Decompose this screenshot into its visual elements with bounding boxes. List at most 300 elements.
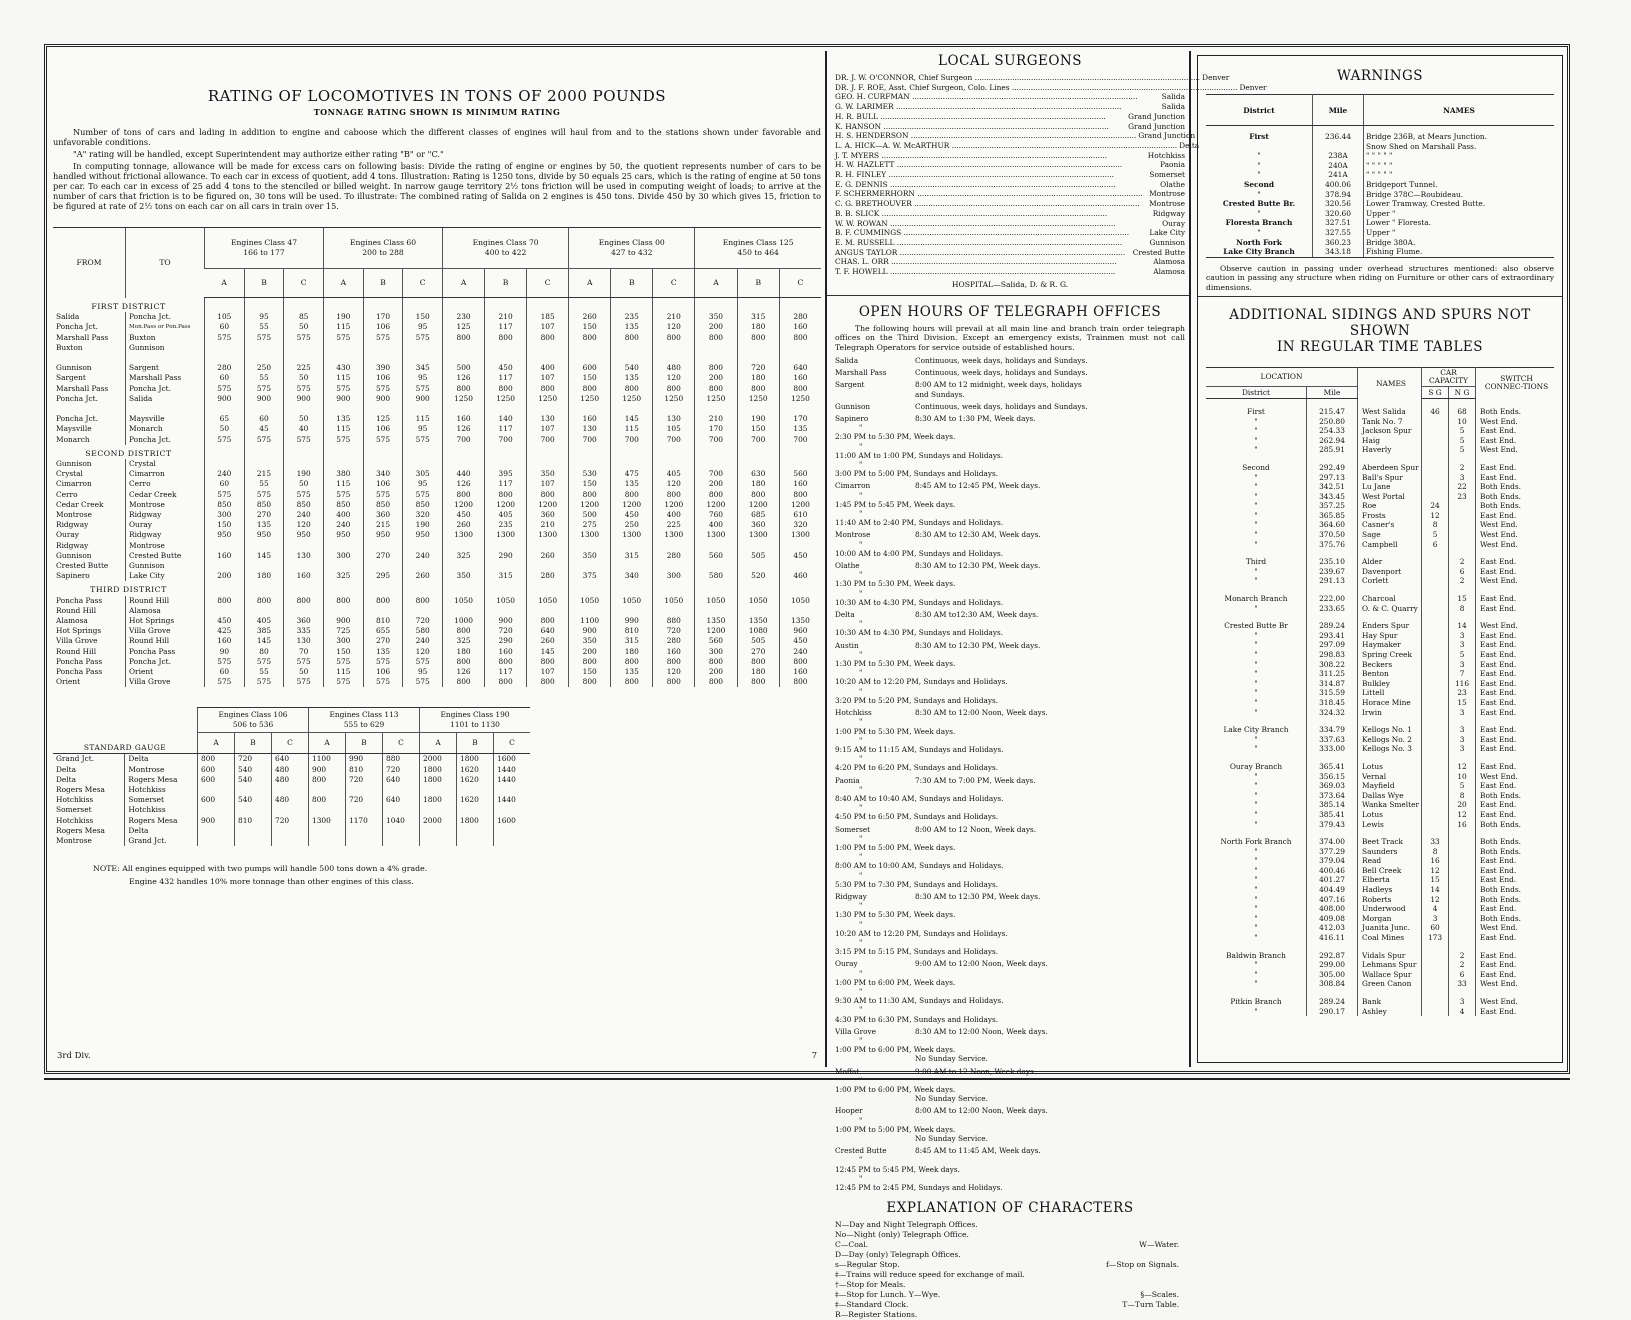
rating-cell: 180 xyxy=(443,647,485,657)
sidings-gap-cell xyxy=(1422,613,1449,621)
siding-sg: 3 xyxy=(1422,914,1449,924)
rating-cell xyxy=(363,581,403,595)
rating-cell: 60 xyxy=(244,414,284,424)
sidings-gap-cell xyxy=(1476,398,1554,407)
surgeon-name: DR. J. W. O'CONNOR, Chief Surgeon ..... xyxy=(835,73,1200,83)
rating-cell xyxy=(653,298,695,313)
engine-class-header xyxy=(420,708,531,733)
explanation-line xyxy=(835,1290,1185,1300)
rating-cell: 800 xyxy=(527,333,569,343)
telegraph-station: " xyxy=(859,833,863,843)
siding-row xyxy=(1206,933,1554,943)
rating-row xyxy=(53,541,821,551)
rating-cell: 575 xyxy=(324,677,364,687)
engine-class-header xyxy=(205,228,324,269)
rating-cell: 215 xyxy=(244,469,284,479)
telegraph-hours: 2:30 PM to 5:30 PM, Week days. xyxy=(835,432,956,442)
telegraph-row xyxy=(835,1174,1185,1192)
rating-cell: 60 xyxy=(205,667,245,677)
siding-row xyxy=(1206,914,1554,924)
rating-cell xyxy=(611,353,653,363)
siding-name: Alder xyxy=(1358,557,1422,567)
col-to: TO xyxy=(126,228,205,298)
rating-cell xyxy=(695,541,737,551)
telegraph-station: Salida xyxy=(835,355,859,365)
siding-ng: 3 xyxy=(1449,708,1476,718)
rating-cell xyxy=(485,459,527,469)
sidings-col-sg: S G xyxy=(1422,386,1449,398)
rating-row xyxy=(53,479,821,489)
siding-ng: 3 xyxy=(1449,640,1476,650)
sidings-gap-cell xyxy=(1307,549,1358,557)
siding-name: Bell Creek xyxy=(1358,866,1422,876)
rating-cell: 880 xyxy=(383,754,420,765)
rating-cell xyxy=(443,353,485,363)
sidings-gap-cell xyxy=(1476,989,1554,997)
rating-cell: 575 xyxy=(205,333,245,343)
telegraph-row xyxy=(835,402,1185,411)
siding-row xyxy=(1206,970,1554,980)
telegraph-row xyxy=(835,423,1185,441)
rating-cell xyxy=(569,343,611,353)
telegraph-row xyxy=(835,1106,1185,1115)
surgeon-name: H. S. HENDERSON ..... xyxy=(835,131,1136,141)
sidings-gap-cell xyxy=(1307,943,1358,951)
telegraph-station: " xyxy=(859,686,863,696)
siding-ng: 15 xyxy=(1449,594,1476,604)
rating-row xyxy=(53,322,821,332)
telegraph-hours: 8:45 AM to 11:45 AM, Week days. xyxy=(915,1146,1041,1156)
telegraph-row xyxy=(835,481,1185,490)
rating-cell: 125 xyxy=(443,322,485,332)
rating-cell xyxy=(695,445,737,459)
rating-cell xyxy=(737,459,779,469)
rating-cell xyxy=(443,343,485,353)
rating-cell: 800 xyxy=(527,490,569,500)
rating-cell: 400 xyxy=(324,510,364,520)
rating-cell: 800 xyxy=(443,657,485,667)
warning-row xyxy=(1206,126,1554,142)
rating-letter: C xyxy=(272,733,309,754)
siding-sg: 14 xyxy=(1422,885,1449,895)
from-station: Hotchkiss xyxy=(56,795,94,805)
engine-class-header xyxy=(198,708,309,733)
rating-cell: 800 xyxy=(527,677,569,687)
rating-cell xyxy=(611,445,653,459)
siding-sg xyxy=(1422,436,1449,446)
rating-cell xyxy=(272,826,309,836)
telegraph-hours: Continuous, week days, holidays and Sundays. xyxy=(915,368,1088,378)
rating-cell: 500 xyxy=(569,510,611,520)
sidings-gap-cell xyxy=(1449,989,1476,997)
rating-cell: 800 xyxy=(737,333,779,343)
siding-row xyxy=(1206,679,1554,689)
engine-class-label: Engines Class 190 xyxy=(440,710,510,720)
siding-district: " xyxy=(1206,473,1307,483)
rating-cell xyxy=(346,805,383,815)
sidings-col-mile: Mile xyxy=(1307,386,1358,398)
rating-cell: 1250 xyxy=(653,394,695,404)
telegraph-station: " xyxy=(859,735,863,745)
siding-district: " xyxy=(1206,660,1307,670)
rating-row xyxy=(53,677,821,687)
sidings-gap xyxy=(1206,754,1554,762)
siding-switch: West End. xyxy=(1480,416,1518,426)
siding-ng: 15 xyxy=(1449,698,1476,708)
rating-cell: 1300 xyxy=(527,530,569,540)
siding-mile: 289.24 xyxy=(1307,621,1358,631)
rating-cell: 700 xyxy=(737,435,779,445)
rating-cell: 725 xyxy=(324,626,364,636)
siding-mile: 373.64 xyxy=(1307,791,1358,801)
siding-row xyxy=(1206,708,1554,718)
rating-cell: 540 xyxy=(235,765,272,775)
to-station: Hotchkiss xyxy=(125,805,198,815)
surgeon-place: Crested Butte xyxy=(1132,247,1185,257)
siding-sg xyxy=(1422,426,1449,436)
siding-switch: East End. xyxy=(1480,462,1517,472)
rating-cell: 405 xyxy=(485,510,527,520)
rating-cell: 1300 xyxy=(611,530,653,540)
siding-mile: 369.03 xyxy=(1307,781,1358,791)
rating-cell: 640 xyxy=(383,795,420,805)
rating-cell: 210 xyxy=(527,520,569,530)
to-station: Grand Jct. xyxy=(125,836,198,846)
to-station: Ridgway xyxy=(126,510,205,520)
rating-cell: 1200 xyxy=(611,500,653,510)
telegraph-station: Montrose xyxy=(835,530,871,540)
rating-cell: 185 xyxy=(527,312,569,322)
siding-sg xyxy=(1422,708,1449,718)
rating-cell xyxy=(653,581,695,595)
sidings-col-switch: SWITCH CONNEC-TIONS xyxy=(1476,367,1554,398)
to-station: Orient xyxy=(126,667,205,677)
siding-district: Monarch Branch xyxy=(1206,594,1307,604)
rating-cell xyxy=(235,805,272,815)
siding-name: Elberta xyxy=(1358,875,1422,885)
rating-cell: 50 xyxy=(284,414,324,424)
rating-cell: 575 xyxy=(363,657,403,667)
to-station: Rogers Mesa xyxy=(125,816,198,826)
rating-cell: 126 xyxy=(443,424,485,434)
rating-cell: 80 xyxy=(244,647,284,657)
telegraph-station: " xyxy=(859,1115,863,1125)
telegraph-station: " xyxy=(859,423,863,433)
siding-ng xyxy=(1449,866,1476,876)
rating-cell: 1300 xyxy=(779,530,821,540)
warning-row xyxy=(1206,209,1554,219)
warning-name: Lower " Floresta. xyxy=(1366,218,1432,228)
siding-sg xyxy=(1422,951,1449,961)
rating-row xyxy=(53,647,821,657)
rating-cell: 1250 xyxy=(485,394,527,404)
siding-ng: 10 xyxy=(1449,772,1476,782)
from-station xyxy=(53,404,126,414)
sidings-gap-cell xyxy=(1422,754,1449,762)
rating-row xyxy=(53,616,821,626)
siding-mile: 289.24 xyxy=(1307,997,1358,1007)
siding-district: First xyxy=(1206,407,1307,417)
siding-mile: 254.33 xyxy=(1307,426,1358,436)
rating-cell: 1200 xyxy=(695,500,737,510)
rating-cell: 210 xyxy=(485,312,527,322)
warning-district: " xyxy=(1206,170,1313,180)
rating-cell: 250 xyxy=(244,363,284,373)
rating-cell: 400 xyxy=(527,363,569,373)
to-station: Buxton xyxy=(126,333,205,343)
rating-cell xyxy=(205,541,245,551)
rating-cell: 700 xyxy=(569,435,611,445)
siding-row xyxy=(1206,810,1554,820)
district-heading: SECOND DISTRICT xyxy=(85,448,172,458)
telegraph-row xyxy=(835,987,1185,1005)
rating-cell: 1250 xyxy=(779,394,821,404)
siding-row xyxy=(1206,904,1554,914)
engine-class-header xyxy=(695,228,821,269)
rating-cell xyxy=(383,826,420,836)
rating-cell xyxy=(309,785,346,795)
telegraph-hours: 10:20 AM to 12:20 PM, Sundays and Holidays. xyxy=(835,928,1008,938)
siding-district: " xyxy=(1206,820,1307,830)
rating-cell: 800 xyxy=(485,677,527,687)
rating-cell: 800 xyxy=(324,596,364,606)
rating-cell: 180 xyxy=(737,322,779,332)
rating-letter: A xyxy=(569,269,611,298)
rating-letter: B xyxy=(346,733,383,754)
rating-row xyxy=(53,353,821,363)
rating-cell: 290 xyxy=(485,636,527,646)
rating-row xyxy=(53,414,821,424)
telegraph-station: Somerset xyxy=(835,824,871,834)
rating-cell: 540 xyxy=(611,363,653,373)
siding-district: " xyxy=(1206,970,1307,980)
siding-name: Aberdeen Spur xyxy=(1358,463,1422,473)
siding-row xyxy=(1206,557,1554,567)
siding-district: " xyxy=(1206,640,1307,650)
rating-cell: 575 xyxy=(205,677,245,687)
siding-ng xyxy=(1449,914,1476,924)
rating-cell: 575 xyxy=(363,384,403,394)
telegraph-row xyxy=(835,687,1185,705)
explanation-line xyxy=(835,1250,1185,1260)
rating-cell xyxy=(485,581,527,595)
telegraph-station: " xyxy=(859,937,863,947)
to-station: Maysville xyxy=(126,414,205,424)
rating-cell: 1050 xyxy=(737,596,779,606)
telegraph-station: " xyxy=(859,754,863,764)
telegraph-hours: 9:30 AM to 11:30 AM, Sundays and Holidays. xyxy=(835,996,1004,1006)
from-station: Delta xyxy=(56,764,77,774)
rating-row xyxy=(53,510,821,520)
rating-title: RATING OF LOCOMOTIVES IN TONS OF 2000 POUNDS xyxy=(207,87,667,105)
rating-cell: 380 xyxy=(324,469,364,479)
from-station: Rogers Mesa xyxy=(56,825,105,835)
rating-cell: 575 xyxy=(363,490,403,500)
warning-mile: 238A xyxy=(1313,151,1364,161)
rating-cell: 45 xyxy=(244,424,284,434)
rating-cell: 810 xyxy=(363,616,403,626)
rating-cell: 350 xyxy=(569,551,611,561)
telegraph-hours: 9:15 AM to 11:15 AM, Sundays and Holidays. xyxy=(835,744,1004,754)
rating-cell: 160 xyxy=(284,571,324,581)
rating-cell: 1050 xyxy=(443,596,485,606)
to-station: Somerset xyxy=(125,795,198,805)
to-station: Hot Springs xyxy=(126,616,205,626)
rating-cell: 325 xyxy=(324,571,364,581)
rating-cell: 720 xyxy=(383,765,420,775)
rating-cell: 575 xyxy=(403,333,443,343)
telegraph-row xyxy=(835,668,1185,686)
telegraph-row xyxy=(835,561,1185,570)
rating-cell xyxy=(205,343,245,353)
to-station: Crested Butte xyxy=(126,551,205,561)
siding-sg xyxy=(1422,594,1449,604)
rating-cell: 800 xyxy=(443,333,485,343)
telegraph-row xyxy=(835,589,1185,607)
telegraph-hours: No Sunday Service. xyxy=(915,1054,988,1064)
rating-cell: 210 xyxy=(653,312,695,322)
rating-cell xyxy=(309,836,346,846)
rating-cell xyxy=(485,561,527,571)
rating-cell: 325 xyxy=(443,551,485,561)
rating-cell xyxy=(284,581,324,595)
rating-cell xyxy=(324,581,364,595)
rating-cell xyxy=(205,298,245,313)
surgeon-name: R. H. FINLEY ..... xyxy=(835,170,1114,180)
rating-row xyxy=(53,571,821,581)
rating-cell: 200 xyxy=(695,322,737,332)
rating-cell: 115 xyxy=(324,424,364,434)
rating-cell xyxy=(695,404,737,414)
siding-row xyxy=(1206,856,1554,866)
warning-district: Second xyxy=(1206,180,1313,190)
telegraph-station: " xyxy=(859,490,863,500)
rating-cell xyxy=(737,353,779,363)
telegraph-hours: 4:50 PM to 6:50 PM, Sundays and Holidays. xyxy=(835,812,999,822)
warning-name: " " " " " xyxy=(1366,151,1393,161)
telegraph-station: " xyxy=(859,509,863,519)
telegraph-row xyxy=(835,368,1185,377)
surgeon-place: Montrose xyxy=(1149,199,1185,209)
rating-cell: 720 xyxy=(653,626,695,636)
siding-row xyxy=(1206,875,1554,885)
telegraph-row xyxy=(835,825,1185,834)
sidings-gap-cell xyxy=(1422,549,1449,557)
telegraph-hours: 8:30 AM to12:30 AM, Week days. xyxy=(915,610,1039,620)
rating-cell: 120 xyxy=(653,373,695,383)
siding-sg: 6 xyxy=(1422,540,1449,550)
rating-cell: 720 xyxy=(235,754,272,765)
warning-district: " xyxy=(1206,161,1313,171)
telegraph-row xyxy=(835,736,1185,754)
siding-sg xyxy=(1422,417,1449,427)
siding-ng: 5 xyxy=(1449,426,1476,436)
rating-cell: 850 xyxy=(284,500,324,510)
rating-cell: 400 xyxy=(695,520,737,530)
siding-name: Morgan xyxy=(1358,914,1422,924)
engine-class-range: 166 to 177 xyxy=(243,248,285,257)
siding-switch: West End. xyxy=(1480,445,1518,455)
rating-cell: 150 xyxy=(569,322,611,332)
telegraph-hours: 10:20 AM to 12:20 PM, Sundays and Holidays. xyxy=(835,677,1008,687)
siding-name: Bulkley xyxy=(1358,679,1422,689)
telegraph-station: " xyxy=(859,986,863,996)
rating-cell xyxy=(363,343,403,353)
telegraph-station: Moffat xyxy=(835,1066,860,1076)
rating-cell: 60 xyxy=(205,479,245,489)
from-station: Hotchkiss xyxy=(56,815,94,825)
siding-ng xyxy=(1449,837,1476,847)
siding-sg: 12 xyxy=(1422,895,1449,905)
rating-cell: 800 xyxy=(653,333,695,343)
siding-ng: 3 xyxy=(1449,997,1476,1007)
siding-row xyxy=(1206,426,1554,436)
rating-cell: 1200 xyxy=(569,500,611,510)
surgeon-place: Hotchkiss xyxy=(1147,150,1185,160)
rating-cell: 800 xyxy=(443,626,485,636)
telegraph-station: Hooper xyxy=(835,1106,863,1116)
telegraph-row xyxy=(835,491,1185,509)
to-station: Rogers Mesa xyxy=(125,775,198,785)
surgeon-place: Ouray xyxy=(1162,218,1185,228)
rating-cell: 800 xyxy=(737,490,779,500)
siding-ng: 3 xyxy=(1449,744,1476,754)
rating-cell: 800 xyxy=(485,384,527,394)
rating-cell xyxy=(235,826,272,836)
to-station: Monarch xyxy=(126,424,205,434)
siding-district: " xyxy=(1206,800,1307,810)
sidings-gap-cell xyxy=(1206,455,1307,463)
rating-cell xyxy=(527,343,569,353)
sidings-gap xyxy=(1206,829,1554,837)
siding-ng: 6 xyxy=(1449,567,1476,577)
rating-cell xyxy=(494,805,531,815)
siding-ng: 3 xyxy=(1449,725,1476,735)
telegraph-hours: 1:45 PM to 5:45 PM, Week days. xyxy=(835,499,956,509)
rating-cell: 55 xyxy=(244,667,284,677)
siding-switch: East End. xyxy=(1480,566,1517,576)
siding-name: Bank xyxy=(1358,997,1422,1007)
rating-cell: 115 xyxy=(403,414,443,424)
rating-cell: 575 xyxy=(205,384,245,394)
engine-class-label: Engines Class 00 xyxy=(598,238,665,247)
telegraph-station: " xyxy=(859,441,863,451)
rating-cell: 800 xyxy=(611,657,653,667)
telegraph-hours: 1:00 PM to 5:00 PM, Week days. xyxy=(835,842,956,852)
siding-name: Campbell xyxy=(1358,540,1422,550)
siding-district: " xyxy=(1206,511,1307,521)
rating-cell: 2000 xyxy=(420,816,457,826)
telegraph-hours: 4:20 PM to 6:20 PM, Sundays and Holidays. xyxy=(835,763,999,773)
engine-class-header xyxy=(443,228,569,269)
surgeon-row xyxy=(835,122,1185,132)
telegraph-row xyxy=(835,776,1185,785)
sidings-gap-cell xyxy=(1358,586,1422,594)
rating-cell: 130 xyxy=(284,636,324,646)
warning-mile: 378.94 xyxy=(1313,190,1364,200)
rating-cell: 390 xyxy=(363,363,403,373)
rating-cell: 900 xyxy=(324,616,364,626)
siding-mile: 233.65 xyxy=(1307,604,1358,614)
siding-row xyxy=(1206,960,1554,970)
rating-cell: 800 xyxy=(737,384,779,394)
rating-cell xyxy=(779,404,821,414)
from-station: Poncha Jct. xyxy=(56,322,98,332)
siding-sg xyxy=(1422,445,1449,455)
telegraph-hours: 11:00 AM to 1:00 PM, Sundays and Holidays. xyxy=(835,450,1004,460)
siding-row xyxy=(1206,540,1554,550)
rating-cell: 145 xyxy=(611,414,653,424)
